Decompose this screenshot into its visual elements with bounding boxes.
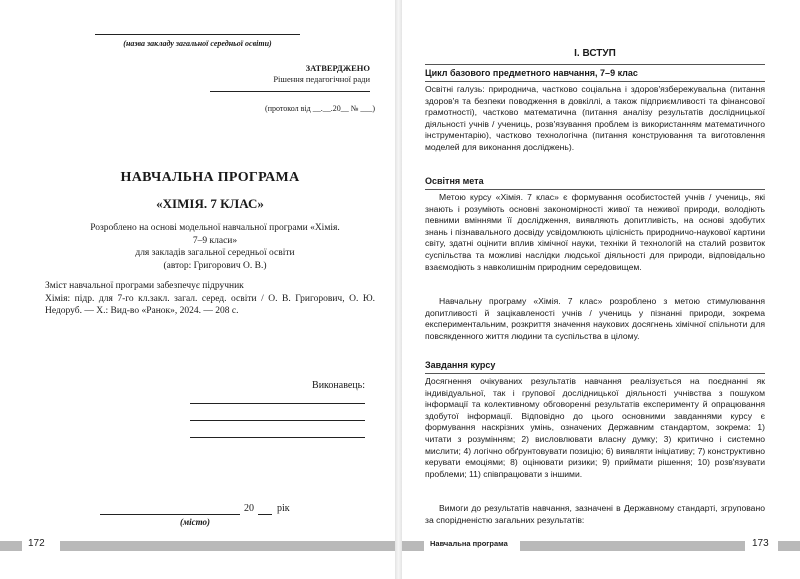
basis-line-1: Розроблено на основі модельної навчальної програми «Хімія. bbox=[90, 223, 340, 233]
school-name-line bbox=[95, 34, 300, 35]
program-basis bbox=[65, 222, 365, 272]
cycle-heading-rule bbox=[425, 81, 765, 82]
executor-label: Виконавець: bbox=[312, 380, 365, 391]
right-footer-bar-edge bbox=[402, 541, 424, 551]
year-prefix: 20 bbox=[244, 503, 254, 514]
section-rule bbox=[425, 64, 765, 65]
year-suffix: рік bbox=[277, 503, 290, 514]
goal-heading: Освітня мета bbox=[425, 176, 484, 186]
tasks-heading-rule bbox=[425, 373, 765, 374]
goal-heading-rule bbox=[425, 189, 765, 190]
tasks-text-2: Вимоги до результатів навчання, зазначені в Державному стандарті, згруповано за спорідненістю загальних результатів: bbox=[425, 503, 765, 525]
approved-label: ЗАТВЕРДЖЕНО bbox=[305, 63, 370, 73]
right-footer-bar bbox=[520, 541, 745, 551]
approval-block bbox=[195, 63, 370, 85]
goal-text-2: Навчальну програму «Хімія. 7 клас» розроблено з метою стимулювання допитливості й зацікавленості учнів / учениць у пізнанні природи, зокрема експериментальним, розкриття значення наукових досягнень хімічної спільноти для повсякденного життя людини та суспільства в цілому. bbox=[425, 296, 765, 341]
basis-line-2: 7–9 класи» bbox=[192, 235, 238, 246]
basis-line-4: (автор: Григорович О. В.) bbox=[163, 260, 267, 271]
basis-line-3: для закладів загальної середньої освіти bbox=[135, 248, 295, 258]
left-page-number: 172 bbox=[28, 538, 45, 549]
tasks-heading: Завдання курсу bbox=[425, 360, 496, 370]
approval-signature-line bbox=[210, 91, 370, 92]
footer-label: Навчальна програма bbox=[430, 539, 508, 548]
section-title: І. ВСТУП bbox=[574, 48, 616, 59]
textbook-reference bbox=[45, 280, 375, 318]
book-gutter bbox=[395, 0, 402, 579]
program-title: НАВЧАЛЬНА ПРОГРАМА bbox=[120, 170, 300, 185]
left-footer-bar-edge bbox=[0, 541, 22, 551]
executor-line-1 bbox=[190, 403, 365, 404]
tasks-text-1: Досягнення очікуваних результатів навчання реалізується на поєднанні як індивідуальної, так і групової дослідницької діяльності учнівства з пошуком інформації та колективному обговоренні результатів експерименту й опрацювання здобутої інформації. Відповідно до цього основними завданнями курсу є формування наскрізних умінь, означених Державним стандартом, зокрема: 1) читати з розумінням; 2) висловлювати власну думку; 3) критично і системно мислити; 4) логічно обґрунтовувати позицію; 6) виявляти ініціативу; 7) конструктивно керувати емоціями; 8) оцінювати ризики; 9) приймати рішення; 10) розв'язувати проблеми; 11) співпрацювати з іншими. bbox=[425, 376, 765, 479]
goal-text-1: Метою курсу «Хімія. 7 клас» є формування особистостей учнів / учениць, які знають і розуміють основні закономірності живої та неживої природи, володіють певними вміннями її дослідження, виявляють допитливість, на основі здобутих знань і пізнавального досвіду усвідомлюють цілісність природничо-наукової картини світу, здатні оцінити вплив хімічної науки, техніки й технологій на сталий розвиток суспільства та можливі наслідки людської діяльності для природи, відповідально взаємодіють з навколишнім природним середовищем. bbox=[425, 192, 765, 272]
year-line bbox=[258, 514, 272, 515]
textbook-citation: Хімія: підр. для 7-го кл.закл. загал. серед. освіти / О. В. Григорович, О. Ю. Недоруб. — Х.: Вид-во «Ранок», 2024. — 208 с. bbox=[45, 293, 375, 316]
left-footer-bar bbox=[60, 541, 395, 551]
cycle-heading: Цикл базового предметного навчання, 7–9 клас bbox=[425, 68, 638, 78]
approved-by: Рішення педагогічної ради bbox=[273, 74, 370, 84]
city-caption: (місто) bbox=[179, 517, 211, 527]
protocol-line: (протокол від __.__.20__ № ___) bbox=[265, 104, 375, 113]
school-name-caption: (назва закладу загальної середньої освіти) bbox=[123, 39, 272, 48]
textbook-intro: Зміст навчальної програми забезпечує підручник bbox=[45, 281, 244, 291]
cycle-text: Освітні галузь: природнича, частково соціальна і здоров'язбережувальна (питання здоров'я та безпеки поводження в довкіллі, а також підприємливості та фінансової грамотності), частково математична (питання аналізу результатів дослідницької діяльності учнів / учениць, розв'язування проблем із використанням математичного інструментарію), частково технологічна (питання конструювання та виготовлення моделей для виконання досліджень). bbox=[425, 84, 765, 152]
right-page-number: 173 bbox=[752, 538, 769, 549]
city-line bbox=[100, 514, 240, 515]
right-footer-bar-end bbox=[778, 541, 800, 551]
program-subtitle: «ХІМІЯ. 7 КЛАС» bbox=[156, 196, 264, 211]
executor-line-3 bbox=[190, 437, 365, 438]
executor-line-2 bbox=[190, 420, 365, 421]
